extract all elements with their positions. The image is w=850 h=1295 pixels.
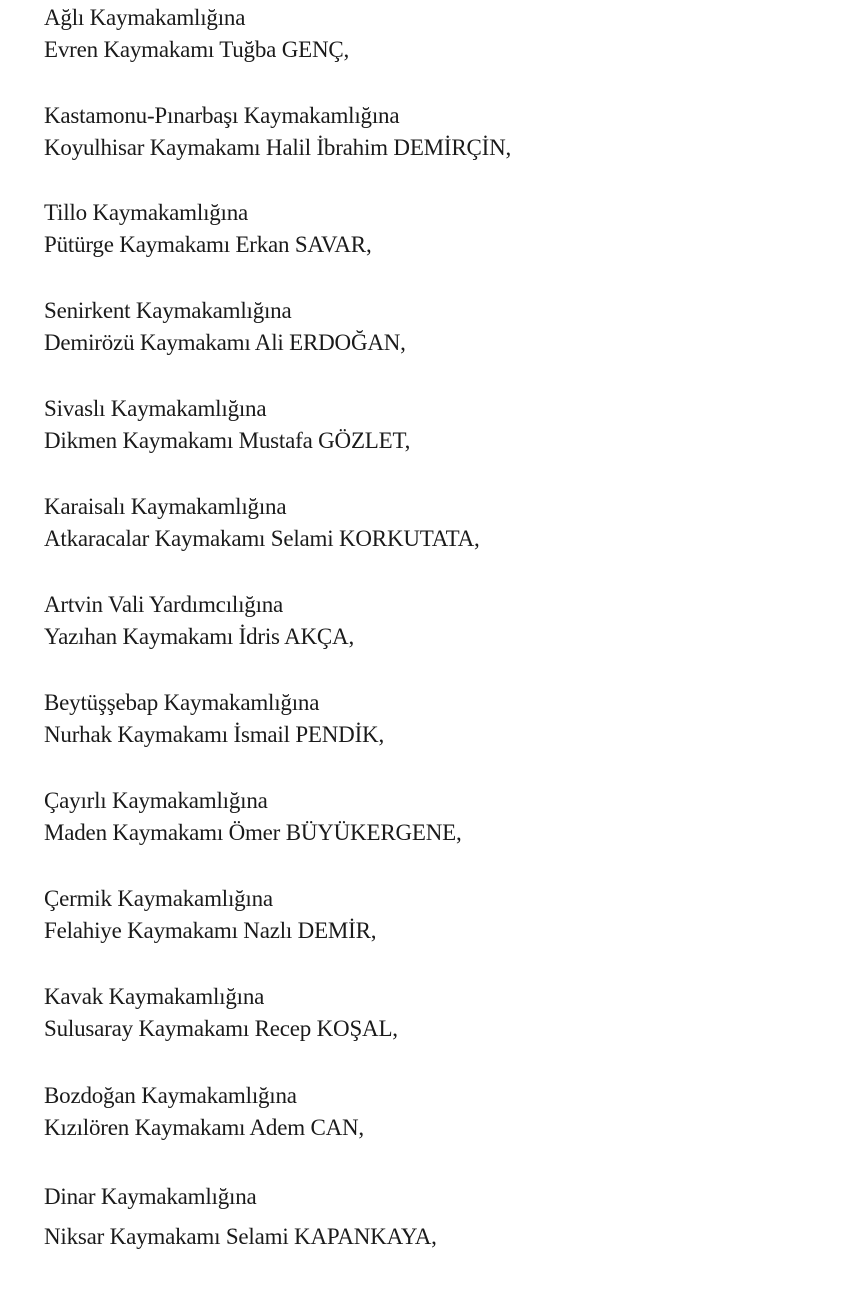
appointed-official: Felahiye Kaymakamı Nazlı DEMİR, (44, 918, 377, 943)
appointment-post: Sivaslı Kaymakamlığına (44, 396, 267, 421)
appointment-post: Kavak Kaymakamlığına (44, 984, 265, 1009)
appointment-post: Tillo Kaymakamlığına (44, 200, 249, 225)
appointed-official: Yazıhan Kaymakamı İdris AKÇA, (44, 624, 354, 649)
appointment-entry (44, 785, 824, 849)
appointment-entry (44, 100, 824, 164)
appointment-post: Beytüşşebap Kaymakamlığına (44, 690, 320, 715)
appointment-entry (44, 883, 824, 947)
appointment-post: Kastamonu-Pınarbaşı Kaymakamlığına (44, 103, 400, 128)
appointment-entry (44, 1080, 824, 1144)
appointed-official: Demirözü Kaymakamı Ali ERDOĞAN, (44, 330, 406, 355)
appointment-post: Senirkent Kaymakamlığına (44, 298, 292, 323)
appointed-official: Pütürge Kaymakamı Erkan SAVAR, (44, 232, 372, 257)
appointment-entry (44, 197, 824, 261)
appointment-entry (44, 2, 824, 66)
appointed-official: Dikmen Kaymakamı Mustafa GÖZLET, (44, 428, 411, 453)
appointment-post: Çermik Kaymakamlığına (44, 886, 273, 911)
appointed-official: Nurhak Kaymakamı İsmail PENDİK, (44, 722, 385, 747)
appointment-entry (44, 393, 824, 457)
appointment-post: Ağlı Kaymakamlığına (44, 5, 246, 30)
appointment-post: Çayırlı Kaymakamlığına (44, 788, 268, 813)
appointment-entry (44, 589, 824, 653)
appointment-entry (44, 1181, 824, 1253)
appointment-post: Artvin Vali Yardımcılığına (44, 592, 284, 617)
appointed-official: Maden Kaymakamı Ömer BÜYÜKERGENE, (44, 820, 462, 845)
appointment-entry (44, 981, 824, 1045)
appointment-entry (44, 687, 824, 751)
appointment-entry (44, 295, 824, 359)
appointed-official: Atkaracalar Kaymakamı Selami KORKUTATA, (44, 526, 480, 551)
appointment-entry (44, 491, 824, 555)
appointed-official: Sulusaray Kaymakamı Recep KOŞAL, (44, 1016, 398, 1041)
appointed-official: Koyulhisar Kaymakamı Halil İbrahim DEMİRÇİN, (44, 135, 512, 160)
appointed-official: Evren Kaymakamı Tuğba GENÇ, (44, 37, 350, 62)
appointment-post: Dinar Kaymakamlığına (44, 1184, 257, 1209)
appointed-official: Niksar Kaymakamı Selami KAPANKAYA, (44, 1224, 437, 1249)
appointment-post: Bozdoğan Kaymakamlığına (44, 1083, 297, 1108)
appointed-official: Kızılören Kaymakamı Adem CAN, (44, 1115, 364, 1140)
appointment-post: Karaisalı Kaymakamlığına (44, 494, 287, 519)
